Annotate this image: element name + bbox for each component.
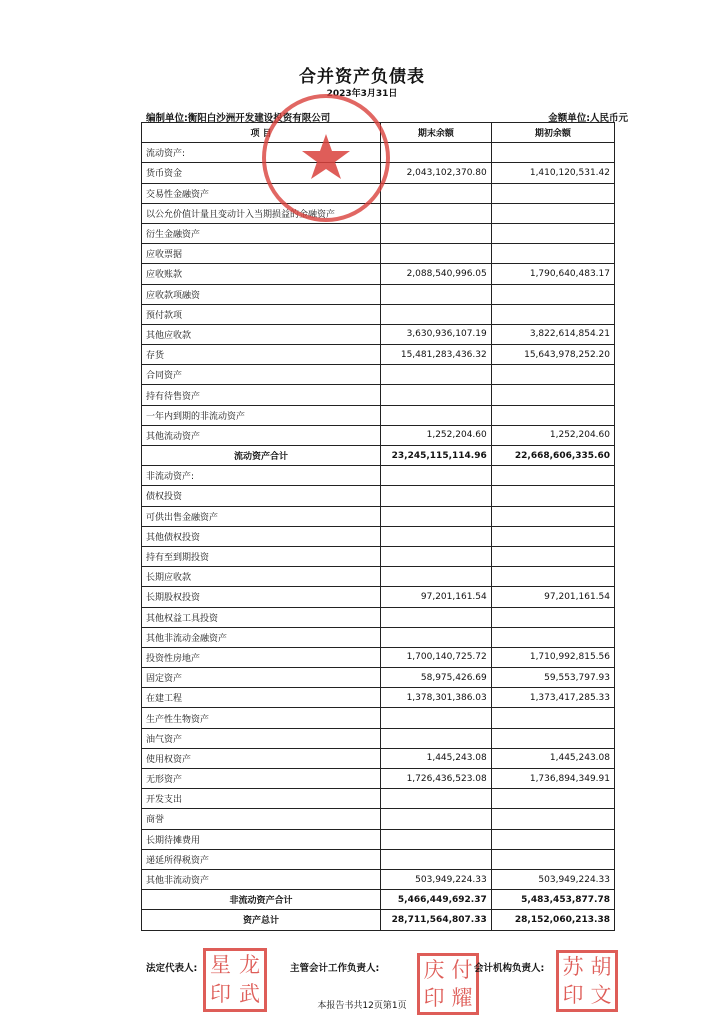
row-end-balance: [381, 809, 492, 829]
row-label: 可供出售金融资产: [142, 506, 381, 526]
table-total-row: [142, 446, 615, 466]
table-row: [142, 567, 615, 587]
row-begin-balance: 5,483,453,877.78: [491, 890, 614, 910]
row-begin-balance: [491, 708, 614, 728]
row-begin-balance: [491, 223, 614, 243]
seal-char: 武: [239, 982, 260, 1006]
row-end-balance: [381, 284, 492, 304]
header-end-balance: 期末余额: [381, 123, 492, 143]
table-row: [142, 546, 615, 566]
row-label: 持有待售资产: [142, 385, 381, 405]
table-row: [142, 708, 615, 728]
row-label: 其他非流动金融资产: [142, 627, 381, 647]
row-begin-balance: [491, 728, 614, 748]
row-end-balance: 97,201,161.54: [381, 587, 492, 607]
row-begin-balance: 97,201,161.54: [491, 587, 614, 607]
row-label: 衍生金融资产: [142, 223, 381, 243]
row-end-balance: [381, 607, 492, 627]
row-end-balance: [381, 203, 492, 223]
table-row: [142, 506, 615, 526]
row-label: 合同资产: [142, 365, 381, 385]
row-begin-balance: [491, 526, 614, 546]
row-label: 资产总计: [142, 910, 381, 930]
row-begin-balance: [491, 203, 614, 223]
row-end-balance: [381, 829, 492, 849]
table-row: [142, 203, 615, 223]
table-header-row: [142, 123, 615, 143]
row-begin-balance: [491, 466, 614, 486]
seal-char: 耀: [451, 985, 473, 1010]
seal-char: 文: [590, 982, 612, 1007]
row-end-balance: 2,088,540,996.05: [381, 264, 492, 284]
row-end-balance: [381, 849, 492, 869]
row-begin-balance: [491, 244, 614, 264]
table-row: [142, 345, 615, 365]
row-end-balance: 5,466,449,692.37: [381, 890, 492, 910]
table-total-row: [142, 910, 615, 930]
row-begin-balance: 59,553,797.93: [491, 668, 614, 688]
row-label: 其他非流动资产: [142, 869, 381, 889]
row-label: 商誉: [142, 809, 381, 829]
table-row: [142, 244, 615, 264]
seal-char: 星: [210, 953, 231, 977]
row-label: 生产性生物资产: [142, 708, 381, 728]
row-end-balance: [381, 244, 492, 264]
table-row: [142, 526, 615, 546]
row-end-balance: 2,043,102,370.80: [381, 163, 492, 183]
table-section-row: [142, 143, 615, 163]
table-row: [142, 627, 615, 647]
table-row: [142, 183, 615, 203]
row-end-balance: 1,700,140,725.72: [381, 647, 492, 667]
row-label: 应收款项融资: [142, 284, 381, 304]
row-end-balance: 1,252,204.60: [381, 425, 492, 445]
table-row: [142, 587, 615, 607]
row-end-balance: [381, 728, 492, 748]
row-label: 其他流动资产: [142, 425, 381, 445]
row-label: 其他债权投资: [142, 526, 381, 546]
row-label: 应收账款: [142, 264, 381, 284]
table-row: [142, 607, 615, 627]
table-row: [142, 324, 615, 344]
seal-char: 付: [451, 957, 473, 982]
row-begin-balance: 1,252,204.60: [491, 425, 614, 445]
unit-label: 金额单位:人民币元: [548, 113, 628, 124]
row-end-balance: 1,445,243.08: [381, 748, 492, 768]
table-row: [142, 789, 615, 809]
page-title: 合并资产负债表: [299, 67, 425, 87]
row-label: 以公允价值计量且变动计入当期损益的金融资产: [142, 203, 381, 223]
row-begin-balance: 15,643,978,252.20: [491, 345, 614, 365]
row-label: 货币资金: [142, 163, 381, 183]
row-begin-balance: 28,152,060,213.38: [491, 910, 614, 930]
row-begin-balance: [491, 405, 614, 425]
row-label: 无形资产: [142, 769, 381, 789]
row-begin-balance: [491, 849, 614, 869]
row-label: 持有至到期投资: [142, 546, 381, 566]
seal-char: 庆: [423, 957, 445, 982]
row-label: 开发支出: [142, 789, 381, 809]
row-begin-balance: [491, 546, 614, 566]
row-label: 递延所得税资产: [142, 849, 381, 869]
row-begin-balance: [491, 789, 614, 809]
row-begin-balance: [491, 607, 614, 627]
row-end-balance: 1,378,301,386.03: [381, 688, 492, 708]
row-label: 预付款项: [142, 304, 381, 324]
row-end-balance: [381, 365, 492, 385]
row-begin-balance: 1,410,120,531.42: [491, 163, 614, 183]
row-end-balance: 15,481,283,436.32: [381, 345, 492, 365]
row-label: 交易性金融资产: [142, 183, 381, 203]
row-begin-balance: [491, 365, 614, 385]
row-label: 流动资产合计: [142, 446, 381, 466]
legal-rep-label: 法定代表人:: [146, 963, 198, 974]
row-end-balance: 28,711,564,807.33: [381, 910, 492, 930]
row-begin-balance: [491, 183, 614, 203]
row-label: 投资性房地产: [142, 647, 381, 667]
row-end-balance: [381, 567, 492, 587]
table-row: [142, 668, 615, 688]
report-date: 2023年3月31日: [326, 89, 398, 99]
row-label: 在建工程: [142, 688, 381, 708]
row-begin-balance: 3,822,614,854.21: [491, 324, 614, 344]
row-label: 固定资产: [142, 668, 381, 688]
table-row: [142, 728, 615, 748]
row-end-balance: [381, 627, 492, 647]
row-begin-balance: 503,949,224.33: [491, 869, 614, 889]
page-footer: 本报告书共12页第1页: [317, 1001, 407, 1011]
row-end-balance: [381, 708, 492, 728]
row-label: 存货: [142, 345, 381, 365]
row-begin-balance: 1,790,640,483.17: [491, 264, 614, 284]
header-begin-balance: 期初余额: [491, 123, 614, 143]
company-label: 编制单位:衡阳白沙洲开发建设投资有限公司: [146, 113, 331, 124]
accounting-head-label: 主管会计工作负责人:: [290, 963, 380, 974]
table-row: [142, 748, 615, 768]
row-begin-balance: [491, 567, 614, 587]
table-row: [142, 405, 615, 425]
seal-char: 印: [210, 982, 231, 1006]
row-label: 一年内到期的非流动资产: [142, 405, 381, 425]
header-item: 项 目: [142, 123, 381, 143]
table-row: [142, 264, 615, 284]
row-end-balance: 1,726,436,523.08: [381, 769, 492, 789]
row-end-balance: [381, 405, 492, 425]
row-end-balance: [381, 466, 492, 486]
row-begin-balance: 22,668,606,335.60: [491, 446, 614, 466]
row-end-balance: [381, 486, 492, 506]
row-label: 非流动资产合计: [142, 890, 381, 910]
row-end-balance: 3,630,936,107.19: [381, 324, 492, 344]
row-label: 油气资产: [142, 728, 381, 748]
row-begin-balance: [491, 627, 614, 647]
table-row: [142, 304, 615, 324]
table-row: [142, 849, 615, 869]
table-row: [142, 163, 615, 183]
row-begin-balance: [491, 143, 614, 163]
seal-char: 龙: [239, 953, 260, 977]
row-end-balance: 23,245,115,114.96: [381, 446, 492, 466]
seal-char: 印: [423, 985, 445, 1010]
seal-char: 胡: [590, 954, 612, 979]
row-end-balance: 58,975,426.69: [381, 668, 492, 688]
table-row: [142, 425, 615, 445]
row-begin-balance: [491, 284, 614, 304]
row-begin-balance: [491, 506, 614, 526]
row-end-balance: [381, 526, 492, 546]
row-begin-balance: 1,710,992,815.56: [491, 647, 614, 667]
table-row: [142, 769, 615, 789]
row-end-balance: 503,949,224.33: [381, 869, 492, 889]
row-end-balance: [381, 546, 492, 566]
seal-char: 印: [562, 982, 584, 1007]
seal-char: 苏: [562, 954, 584, 979]
table-row: [142, 809, 615, 829]
row-label: 其他权益工具投资: [142, 607, 381, 627]
table-total-row: [142, 890, 615, 910]
table-row: [142, 284, 615, 304]
row-end-balance: [381, 223, 492, 243]
row-end-balance: [381, 789, 492, 809]
row-begin-balance: [491, 385, 614, 405]
row-begin-balance: [491, 486, 614, 506]
row-end-balance: [381, 143, 492, 163]
row-end-balance: [381, 183, 492, 203]
table-row: [142, 365, 615, 385]
row-end-balance: [381, 304, 492, 324]
row-label: 非流动资产:: [142, 466, 381, 486]
row-end-balance: [381, 506, 492, 526]
table-row: [142, 688, 615, 708]
table-row: [142, 647, 615, 667]
table-row: [142, 223, 615, 243]
table-row: [142, 385, 615, 405]
table-row: [142, 829, 615, 849]
row-label: 长期待摊费用: [142, 829, 381, 849]
row-begin-balance: [491, 829, 614, 849]
row-label: 其他应收款: [142, 324, 381, 344]
row-begin-balance: 1,445,243.08: [491, 748, 614, 768]
row-begin-balance: 1,373,417,285.33: [491, 688, 614, 708]
row-begin-balance: [491, 809, 614, 829]
row-label: 债权投资: [142, 486, 381, 506]
table-row: [142, 869, 615, 889]
row-label: 长期股权投资: [142, 587, 381, 607]
table-row: [142, 486, 615, 506]
row-begin-balance: [491, 304, 614, 324]
table-section-row: [142, 466, 615, 486]
row-label: 流动资产:: [142, 143, 381, 163]
row-label: 长期应收款: [142, 567, 381, 587]
row-label: 应收票据: [142, 244, 381, 264]
balance-sheet-table: [141, 122, 615, 931]
accounting-org-head-label: 会计机构负责人:: [474, 963, 545, 974]
row-label: 使用权资产: [142, 748, 381, 768]
row-end-balance: [381, 385, 492, 405]
row-begin-balance: 1,736,894,349.91: [491, 769, 614, 789]
